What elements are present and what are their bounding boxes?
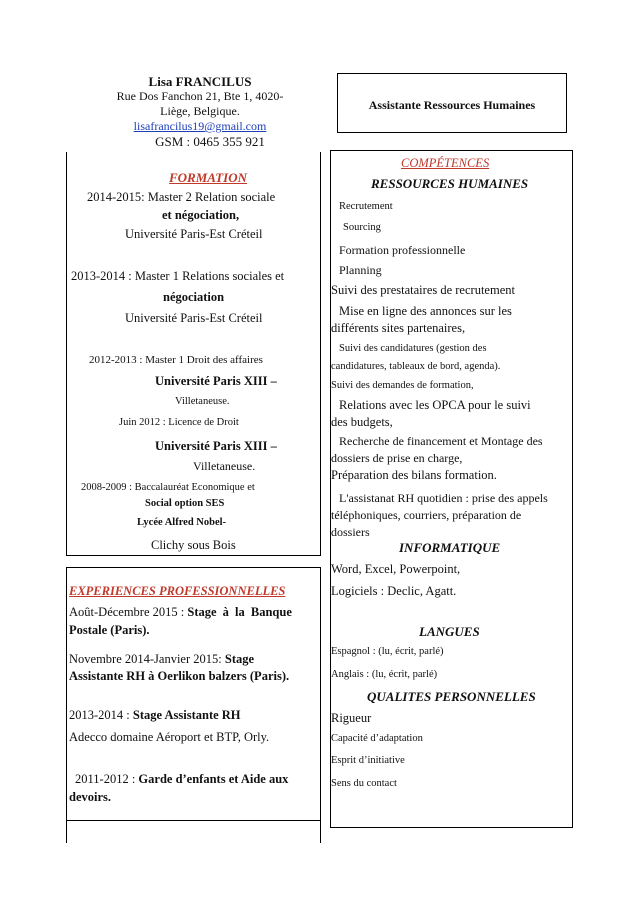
contact-block (100, 74, 300, 149)
informatique-item: Logiciels : Declic, Agatt. (331, 584, 457, 598)
experience-1-date: Août-Décembre 2015 : (69, 605, 188, 619)
experiences-section (66, 567, 321, 843)
address-line-2: Liège, Belgique. (160, 104, 240, 118)
rh-item: téléphoniques, courriers, préparation de (331, 508, 522, 522)
formation-item-5-line3: Lycée Alfred Nobel- (137, 517, 227, 528)
langues-title: LANGUES (419, 624, 480, 639)
qualite-item: Esprit d’initiative (331, 755, 405, 766)
qualite-item: Sens du contact (331, 778, 397, 789)
phone-number: GSM : 0465 355 921 (155, 134, 265, 149)
informatique-title: INFORMATIQUE (399, 540, 501, 555)
experience-3-title-a: Stage Assistante RH (132, 708, 241, 722)
experiences-title: EXPERIENCES PROFESSIONNELLES (69, 584, 286, 598)
rh-item: candidatures, tableaux de bord, agenda). (331, 361, 501, 372)
rh-item: Planning (339, 263, 382, 277)
competences-section (330, 150, 573, 828)
experience-1-title-b: Postale (Paris). (69, 623, 150, 637)
job-title: Assistante Ressources Humaines (368, 98, 536, 112)
rh-item: Recrutement (339, 201, 393, 212)
experience-2-date: Novembre 2014-Janvier 2015: (69, 652, 225, 666)
formation-item-3-line3: Villetaneuse. (175, 396, 230, 407)
experience-3-date: 2013-2014 : (69, 708, 133, 722)
experience-item-3 (69, 708, 241, 723)
rh-item: Suivi des candidatures (gestion des (339, 343, 487, 354)
experience-item-2 (69, 652, 254, 667)
formation-title: FORMATION (169, 170, 248, 185)
formation-section (66, 152, 321, 556)
experience-4-title-b: devoirs. (69, 790, 112, 804)
rh-item: dossiers de prise en charge, (331, 451, 463, 465)
job-title-box (337, 73, 567, 133)
formation-item-4-line3: Villetaneuse. (193, 459, 256, 473)
formation-item-1-line1: 2014-2015: Master 2 Relation sociale (87, 190, 276, 204)
experience-1-title-a: Stage à la Banque (187, 605, 292, 619)
formation-item-4-line1: Juin 2012 : Licence de Droit (119, 417, 239, 428)
email-link[interactable]: lisafrancilus19@gmail.com (133, 119, 267, 133)
rh-item: Préparation des bilans formation. (331, 468, 497, 482)
competences-title: COMPÉTENCES (401, 156, 490, 170)
formation-item-1-line3: Université Paris-Est Créteil (125, 227, 263, 241)
rh-item: Suivi des prestataires de recrutement (331, 283, 515, 297)
formation-item-1-line2: et négociation, (162, 208, 240, 222)
formation-item-2-line3: Université Paris-Est Créteil (125, 311, 263, 325)
rh-item: Mise en ligne des annonces sur les (339, 304, 512, 318)
formation-item-2-line2: négociation (163, 290, 225, 304)
rh-item: des budgets, (331, 415, 393, 429)
qualite-item: Capacité d’adaptation (331, 733, 423, 744)
rh-item: Recherche de financement et Montage des (339, 434, 543, 448)
informatique-item: Word, Excel, Powerpoint, (331, 562, 461, 576)
langue-item: Espagnol : (lu, écrit, parlé) (331, 646, 444, 657)
qualite-item: Rigueur (331, 711, 372, 725)
rh-item: Formation professionnelle (339, 243, 466, 257)
rh-item: Sourcing (343, 222, 381, 233)
langue-item: Anglais : (lu, écrit, parlé) (331, 669, 438, 680)
experiences-divider (66, 820, 321, 821)
formation-item-3-line2: Université Paris XIII – (155, 374, 277, 388)
formation-item-3-line1: 2012-2013 : Master 1 Droit des affaires (89, 354, 263, 366)
experience-item-4 (75, 772, 288, 787)
qualites-title: QUALITES PERSONNELLES (367, 689, 536, 704)
candidate-name: Lisa FRANCILUS (148, 74, 252, 89)
rh-item: Suivi des demandes de formation, (331, 380, 474, 391)
experience-4-title-a: Garde d’enfants et Aide aux (138, 772, 289, 786)
experience-3-detail: Adecco domaine Aéroport et BTP, Orly. (69, 730, 270, 744)
experience-4-date: 2011-2012 : (75, 772, 139, 786)
formation-item-2-line1: 2013-2014 : Master 1 Relations sociales et (71, 269, 285, 283)
rh-item: L'assistanat RH quotidien : prise des appels (339, 491, 548, 505)
experience-2-title-a: Stage (224, 652, 255, 666)
experience-item-1 (69, 605, 292, 620)
address-line-1: Rue Dos Fanchon 21, Bte 1, 4020- (116, 89, 284, 103)
formation-item-5-line1: 2008-2009 : Baccalauréat Economique et (81, 482, 255, 493)
formation-item-4-line2: Université Paris XIII – (155, 439, 277, 453)
rh-item: dossiers (331, 525, 370, 539)
rh-title: RESSOURCES HUMAINES (371, 176, 529, 191)
formation-item-5-line2: Social option SES (145, 498, 225, 509)
rh-item: différents sites partenaires, (331, 321, 466, 335)
experience-2-title-b: Assistante RH à Oerlikon balzers (Paris). (69, 669, 290, 683)
formation-item-5-line4: Clichy sous Bois (151, 538, 236, 552)
rh-item: Relations avec les OPCA pour le suivi (339, 398, 531, 412)
